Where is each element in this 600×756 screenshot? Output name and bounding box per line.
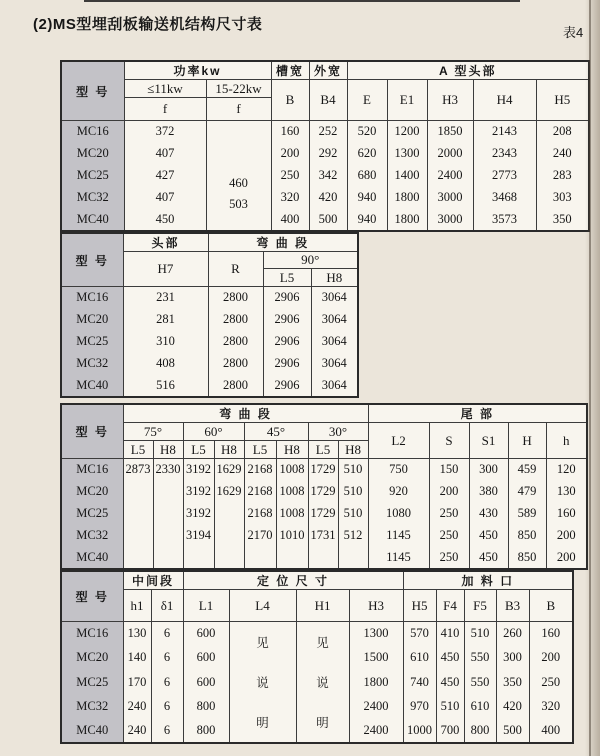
value-cell: 600 [183,670,229,694]
value-cell: 6 [151,646,183,670]
col-header-H4: H4 [473,80,536,121]
value-cell [123,481,153,503]
value-cell: 450 [124,209,206,231]
value-cell: 1000 [403,719,436,743]
scan-right-edge-band [585,0,600,756]
value-cell: 250 [429,503,469,525]
value-cell: 200 [429,481,469,503]
value-cell: 479 [508,481,546,503]
col-header-middle-section: 中间段 [123,571,183,590]
table-row [61,165,589,187]
value-cell: 260 [496,622,529,646]
model-cell: MC16 [61,622,123,646]
col-header-tail-section: 尾 部 [368,404,587,423]
scan-right-edge-line [589,0,591,756]
value-cell: 420 [309,187,347,209]
value-cell: 2800 [208,309,263,331]
table-row [61,375,358,397]
table-row [61,143,589,165]
value-cell: 300 [469,459,508,481]
table-row [61,525,587,547]
merged-cell-line: 见 [256,636,269,650]
model-cell: MC40 [61,547,123,569]
value-cell: 250 [429,525,469,547]
value-cell: 3000 [427,209,473,231]
value-cell: 600 [183,622,229,646]
value-cell: 2800 [208,375,263,397]
value-cell: 252 [309,121,347,143]
value-cell: 400 [271,209,309,231]
value-cell: 3192 [183,503,214,525]
value-cell: 407 [124,187,206,209]
value-cell: 1080 [368,503,429,525]
col-header-outer-width: 外宽 [309,61,347,80]
value-cell: 680 [347,165,387,187]
value-cell: 3192 [183,459,214,481]
merged-cell-line: 明 [256,716,269,730]
value-cell: 516 [123,375,208,397]
value-cell: 408 [123,353,208,375]
value-cell: 160 [529,622,573,646]
model-cell: MC20 [61,143,124,165]
col-header-delta1: δ1 [151,590,183,622]
table2-header [61,233,358,287]
value-cell: 130 [546,481,587,503]
value-cell: 1731 [308,525,338,547]
col-header-model: 型 号 [61,233,123,287]
value-cell: 1300 [387,143,427,165]
value-cell: 940 [347,187,387,209]
value-cell: 350 [536,209,589,231]
model-cell: MC32 [61,525,123,547]
table-row [61,287,358,309]
model-cell: MC25 [61,165,124,187]
value-cell: 150 [429,459,469,481]
col-header-E: E [347,80,387,121]
value-cell: 1010 [276,525,308,547]
col-header-H1: H1 [296,590,349,622]
value-cell: 120 [546,459,587,481]
col-header-L5-30: L5 [308,441,338,459]
value-cell: 1850 [427,121,473,143]
model-cell: MC40 [61,209,124,231]
model-cell: MC16 [61,287,123,309]
value-cell: 2773 [473,165,536,187]
value-cell: 3064 [311,309,358,331]
value-cell: 200 [546,547,587,569]
value-cell [123,547,153,569]
value-cell: 200 [271,143,309,165]
value-cell: 2906 [263,353,311,375]
value-cell: 320 [529,694,573,718]
value-cell: 300 [496,646,529,670]
value-cell: 500 [496,719,529,743]
value-cell [214,525,244,547]
value-cell [153,547,183,569]
value-cell: 510 [338,481,368,503]
table-row [61,187,589,209]
value-cell: 208 [536,121,589,143]
table-row [61,459,587,481]
value-cell: 6 [151,622,183,646]
table-row [61,353,358,375]
value-cell: 240 [536,143,589,165]
col-header-B: B [271,80,309,121]
value-cell: 1008 [276,459,308,481]
value-cell: 2906 [263,309,311,331]
value-cell: 1300 [349,622,403,646]
value-cell: 342 [309,165,347,187]
page-title: (2)MS型埋刮板输送机结构尺寸表 [33,16,263,33]
col-header-bend-section: 弯 曲 段 [208,233,358,252]
value-cell: 430 [469,503,508,525]
value-cell: 320 [271,187,309,209]
scan-top-edge-line [84,0,520,2]
value-cell: 407 [124,143,206,165]
model-cell: MC32 [61,353,123,375]
value-cell: 292 [309,143,347,165]
col-header-a-type-head: A 型头部 [347,61,589,80]
value-cell: 3000 [427,187,473,209]
value-cell: 1629 [214,459,244,481]
value-cell: 1500 [349,646,403,670]
value-cell [276,547,308,569]
col-header-75deg: 75° [123,423,183,441]
value-cell: 1800 [349,670,403,694]
value-cell: 6 [151,670,183,694]
value-cell: 610 [464,694,496,718]
table-row [61,209,589,231]
table-bend-angles-and-tail [60,403,588,570]
col-header-H3: H3 [427,80,473,121]
value-cell: 700 [436,719,464,743]
value-cell: 2400 [349,719,403,743]
model-cell: MC16 [61,459,123,481]
value-cell: 570 [403,622,436,646]
value-cell: 140 [123,646,151,670]
model-cell: MC25 [61,331,123,353]
col-header-L5-45: L5 [244,441,276,459]
value-cell: 512 [338,525,368,547]
value-cell: 1400 [387,165,427,187]
value-cell: 240 [123,694,151,718]
col-header-H8-75: H8 [153,441,183,459]
col-header-h1: h1 [123,590,151,622]
value-cell: 200 [529,646,573,670]
value-cell: 3064 [311,353,358,375]
table-row [61,121,589,143]
table1-body [61,121,589,231]
col-header-30deg: 30° [308,423,368,441]
value-cell: 510 [338,459,368,481]
value-cell: 1145 [368,547,429,569]
value-cell: 920 [368,481,429,503]
value-cell: 850 [508,525,546,547]
merged-cell-line: 说 [316,676,329,690]
value-cell: 1800 [387,187,427,209]
value-cell: 620 [347,143,387,165]
col-header-H7: H7 [123,252,208,287]
table-row [61,481,587,503]
col-header-H8-45: H8 [276,441,308,459]
table2-body [61,287,358,397]
col-header-45deg: 45° [244,423,308,441]
value-cell: 1008 [276,481,308,503]
value-cell: 2400 [427,165,473,187]
col-header-H5: H5 [403,590,436,622]
value-cell: 800 [464,719,496,743]
value-cell: 2906 [263,375,311,397]
value-cell: 160 [546,503,587,525]
col-header-power-kw: 功率kw [124,61,271,80]
value-cell: 350 [496,670,529,694]
model-cell: MC40 [61,375,123,397]
col-header-f-1522: f [206,98,271,121]
model-cell: MC32 [61,187,124,209]
value-cell: 410 [436,622,464,646]
col-header-B3: B3 [496,590,529,622]
value-cell: 589 [508,503,546,525]
col-header-S1: S1 [469,423,508,459]
value-cell: 500 [309,209,347,231]
table-row [61,622,573,646]
col-header-positioning-dims: 定 位 尺 寸 [183,571,403,590]
value-cell: 231 [123,287,208,309]
model-cell: MC20 [61,481,123,503]
col-header-H: H [508,423,546,459]
model-cell: MC16 [61,121,124,143]
value-cell: 800 [183,719,229,743]
value-cell: 550 [464,646,496,670]
value-cell [214,547,244,569]
value-cell: 750 [368,459,429,481]
value-cell [296,622,349,744]
table-power-and-a-head [60,60,590,232]
col-header-L4: L4 [229,590,296,622]
value-cell: 372 [124,121,206,143]
value-cell: 450 [469,525,508,547]
col-header-L1: L1 [183,590,229,622]
value-cell: 200 [546,525,587,547]
col-header-S: S [429,423,469,459]
table-row [61,331,358,353]
value-cell: 940 [347,209,387,231]
value-cell [206,121,271,231]
value-cell: 3468 [473,187,536,209]
value-cell: 2873 [123,459,153,481]
col-header-B: B [529,590,573,622]
value-cell: 3064 [311,375,358,397]
model-cell: MC25 [61,503,123,525]
table4-body [61,622,573,744]
value-cell: 2800 [208,353,263,375]
table4-header [61,571,573,622]
merged-cell-line: 460 [229,176,248,190]
col-header-H5: H5 [536,80,589,121]
col-header-feed-inlet: 加 料 口 [403,571,573,590]
value-cell: 160 [271,121,309,143]
value-cell: 130 [123,622,151,646]
col-header-H8: H8 [311,269,358,287]
model-cell: MC32 [61,694,123,718]
table3-body [61,459,587,569]
value-cell: 281 [123,309,208,331]
value-cell: 510 [338,503,368,525]
value-cell: 250 [271,165,309,187]
col-header-B4: B4 [309,80,347,121]
table-head-and-bend-90 [60,232,359,398]
value-cell: 1729 [308,481,338,503]
value-cell: 2000 [427,143,473,165]
col-header-F4: F4 [436,590,464,622]
value-cell: 400 [529,719,573,743]
value-cell: 970 [403,694,436,718]
col-header-head-section: 头部 [123,233,208,252]
table-middle-positioning-feed [60,570,574,744]
value-cell: 740 [403,670,436,694]
value-cell [244,547,276,569]
merged-cell-line: 503 [229,197,248,211]
merged-cell-line: 说 [256,676,269,690]
value-cell: 303 [536,187,589,209]
value-cell: 310 [123,331,208,353]
table1-header [61,61,589,121]
value-cell: 2170 [244,525,276,547]
value-cell: 450 [436,670,464,694]
col-header-E1: E1 [387,80,427,121]
value-cell: 520 [347,121,387,143]
value-cell: 1629 [214,481,244,503]
value-cell [123,525,153,547]
value-cell: 1729 [308,459,338,481]
value-cell: 2168 [244,481,276,503]
col-header-model: 型 号 [61,404,123,459]
model-cell: MC20 [61,309,123,331]
value-cell: 2800 [208,331,263,353]
value-cell: 427 [124,165,206,187]
value-cell: 283 [536,165,589,187]
col-header-le-11kw: ≤11kw [124,80,206,98]
value-cell [123,503,153,525]
value-cell: 2906 [263,331,311,353]
value-cell: 1729 [308,503,338,525]
col-header-bend-section: 弯 曲 段 [123,404,368,423]
col-header-90deg: 90° [263,252,358,269]
col-header-model: 型 号 [61,61,124,121]
model-cell: MC20 [61,646,123,670]
value-cell: 1008 [276,503,308,525]
value-cell: 610 [403,646,436,670]
value-cell: 2906 [263,287,311,309]
value-cell: 420 [496,694,529,718]
col-header-H8-30: H8 [338,441,368,459]
table-number-label: 表4 [563,25,584,40]
col-header-60deg: 60° [183,423,244,441]
col-header-F5: F5 [464,590,496,622]
col-header-L5: L5 [263,269,311,287]
value-cell: 2143 [473,121,536,143]
value-cell: 3064 [311,331,358,353]
value-cell: 170 [123,670,151,694]
value-cell [153,503,183,525]
col-header-h: h [546,423,587,459]
table-row [61,309,358,331]
col-header-f-le11: f [124,98,206,121]
value-cell: 2800 [208,287,263,309]
col-header-H8-60: H8 [214,441,244,459]
value-cell: 3573 [473,209,536,231]
value-cell: 510 [464,622,496,646]
table-row [61,503,587,525]
value-cell: 2168 [244,459,276,481]
value-cell: 6 [151,719,183,743]
value-cell [338,547,368,569]
value-cell: 1145 [368,525,429,547]
value-cell: 3192 [183,481,214,503]
value-cell [183,547,214,569]
model-cell: MC25 [61,670,123,694]
col-header-L5-60: L5 [183,441,214,459]
value-cell: 6 [151,694,183,718]
table3-header [61,404,587,459]
value-cell [308,547,338,569]
col-header-15-22kw: 15-22kw [206,80,271,98]
col-header-model: 型 号 [61,571,123,622]
value-cell: 2400 [349,694,403,718]
value-cell: 450 [469,547,508,569]
value-cell: 510 [436,694,464,718]
merged-cell-line: 见 [316,636,329,650]
table-row [61,547,587,569]
value-cell [229,622,296,744]
value-cell: 250 [529,670,573,694]
value-cell: 450 [436,646,464,670]
value-cell: 2343 [473,143,536,165]
value-cell: 3064 [311,287,358,309]
value-cell: 850 [508,547,546,569]
value-cell: 3194 [183,525,214,547]
value-cell: 2168 [244,503,276,525]
merged-cell-line: 明 [316,716,329,730]
value-cell: 250 [429,547,469,569]
value-cell: 459 [508,459,546,481]
col-header-groove-width: 槽宽 [271,61,309,80]
model-cell: MC40 [61,719,123,743]
value-cell: 1800 [387,209,427,231]
value-cell: 380 [469,481,508,503]
value-cell: 550 [464,670,496,694]
col-header-L2: L2 [368,423,429,459]
value-cell: 800 [183,694,229,718]
col-header-L5-75: L5 [123,441,153,459]
col-header-H3: H3 [349,590,403,622]
col-header-R: R [208,252,263,287]
value-cell: 240 [123,719,151,743]
value-cell: 1200 [387,121,427,143]
value-cell: 600 [183,646,229,670]
value-cell [214,503,244,525]
value-cell [153,481,183,503]
value-cell [153,525,183,547]
value-cell: 2330 [153,459,183,481]
